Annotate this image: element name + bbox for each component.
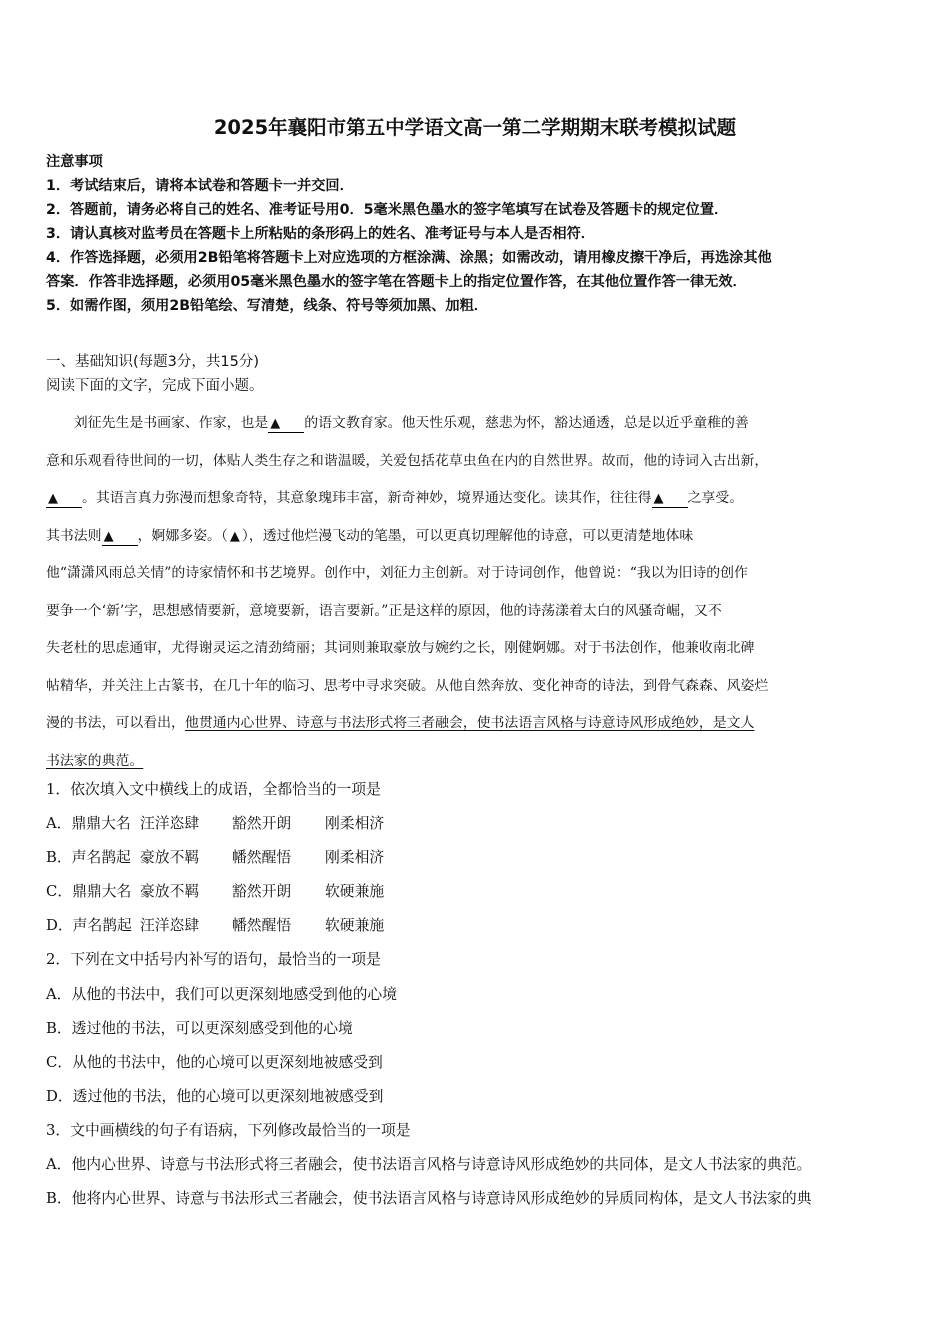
triangle-icon: ▲ [48, 491, 58, 506]
section-heading: 一、基础知识(每题3分，共15分) [46, 354, 259, 370]
answer-blank [102, 528, 138, 546]
passage-line: 刘征先生是书画家、作家，也是 ▲ 的语文教育家。他天性乐观，慈悲为怀，豁达通透，总是以近乎童稚的善 [73, 415, 749, 431]
passage-line: 他“潇潇风雨总关情”的诗家情怀和书艺境界。创作中，刘征力主创新。对于诗词创作，他曾说：“我以为旧诗的创作 [46, 565, 748, 581]
notice-item: 答案．作答非选择题，必须用05毫米黑色墨水的签字笔在答题卡上的指定位置作答，在其他位置作答一律无效． [46, 274, 747, 290]
passage-line: 漫的书法，可以看出，他贯通内心世界、诗意与书法形式将三者融会，使书法语言风格与诗意诗风形成绝妙，是文人 [46, 715, 755, 731]
reading-passage [46, 405, 904, 780]
notice-item: 2．答题前，请务必将自己的姓名、准考证号用0．5毫米黑色墨水的签字笔填写在试卷及答题卡的规定位置． [46, 202, 729, 218]
answer-blank [268, 415, 304, 433]
notice-item: 5．如需作图，须用2B铅笔绘、写清楚，线条、符号等须加黑、加粗． [46, 298, 488, 314]
option-row: A．他内心世界、诗意与书法形式将三者融会，使书法语言风格与诗意诗风形成绝妙的共同体，是文人书法家的典范。 [46, 1156, 812, 1174]
exam-title: 2025年襄阳市第五中学语文高一第二学期期末联考模拟试题 [213, 116, 737, 139]
passage-line: ▲ 。其语言真力弥漫而想象奇特，其意象瑰玮丰富，新奇神妙，境界通达变化。读其作，往往得 ▲ 之享受。 [48, 490, 744, 506]
passage-line: 意和乐观看待世间的一切，体贴人类生存之和谐温暖，关爱包括花草虫鱼在内的自然世界。故而，他的诗词入古出新， [46, 452, 769, 469]
option-row: D．透过他的书法，他的心境可以更深刻地被感受到 [46, 1087, 384, 1105]
question-stem: 3．文中画横线的句子有语病，下列修改最恰当的一项是 [46, 1121, 411, 1139]
passage-line: 帖精华，并关注上古篆书，在几十年的临习、思考中寻求突破。从他自然奔放、变化神奇的诗法，到骨气森森、风姿烂 [46, 677, 769, 694]
answer-blank [46, 490, 82, 508]
passage-line: 失老杜的思虑通审，尤得谢灵运之清劲绮丽；其词则兼取豪放与婉约之长，刚健婀娜。对于书法创作，他兼收南北碑 [46, 640, 755, 656]
notice-item: 4．作答选择题，必须用2B铅笔将答题卡上对应选项的方框涂满、涂黑；如需改动，请用橡皮擦干净后，再选涂其他 [46, 250, 772, 266]
option-row: C．鼎鼎大名 豪放不羁 豁然开朗 软硬兼施 [46, 883, 385, 901]
option-row: B．透过他的书法，可以更深刻感受到他的心境 [46, 1019, 353, 1037]
option-row: B．他将内心世界、诗意与书法形式三者融会，使书法语言风格与诗意诗风形成绝妙的异质同构体，是文人书法家的典 [46, 1190, 812, 1208]
triangle-icon: ▲ [103, 528, 114, 544]
notice-heading: 注意事项 [46, 154, 103, 170]
option-row: D．声名鹊起 汪洋恣肆 幡然醒悟 软硬兼施 [46, 917, 385, 935]
question-stem: 2．下列在文中括号内补写的语句，最恰当的一项是 [46, 951, 381, 969]
section-header [46, 350, 916, 398]
questions [46, 773, 916, 1216]
notice-item: 3．请认真核对监考员在答题卡上所粘贴的条形码上的姓名、准考证号与本人是否相符． [46, 226, 595, 242]
answer-blank [652, 490, 688, 508]
notice-block [46, 150, 916, 318]
passage-line: 其书法则 ▲ ，婀娜多姿。（ ▲ ），透过他烂漫飞动的笔墨，可以更真切理解他的诗意，可以更清楚地体味 [46, 527, 694, 544]
section-instruction: 阅读下面的文字，完成下面小题。 [46, 378, 264, 394]
triangle-icon: ▲ [229, 528, 240, 544]
option-row: C．从他的书法中，他的心境可以更深刻地被感受到 [46, 1053, 383, 1071]
option-row: A．从他的书法中，我们可以更深刻地感受到他的心境 [46, 985, 398, 1003]
question-stem: 1．依次填入文中横线上的成语，全都恰当的一项是 [46, 781, 381, 798]
underlined-sentence: 他贯通内心世界、诗意与书法形式将三者融会，使书法语言风格与诗意诗风形成绝妙，是文人 [184, 715, 755, 731]
passage-line: 要争一个‘新’字，思想感情要新，意境要新，语言要新。”正是这样的原因，他的诗荡漾着太白的风骚奇崛，又不 [46, 602, 722, 619]
triangle-icon: ▲ [653, 491, 664, 506]
option-row: B．声名鹊起 豪放不羁 幡然醒悟 刚柔相济 [46, 849, 385, 867]
underlined-sentence: 书法家的典范。 [46, 752, 144, 769]
triangle-icon: ▲ [270, 416, 281, 431]
option-row: A．鼎鼎大名 汪洋恣肆 豁然开朗 刚柔相济 [46, 815, 385, 833]
notice-item: 1．考试结束后，请将本试卷和答题卡一并交回． [46, 178, 354, 194]
